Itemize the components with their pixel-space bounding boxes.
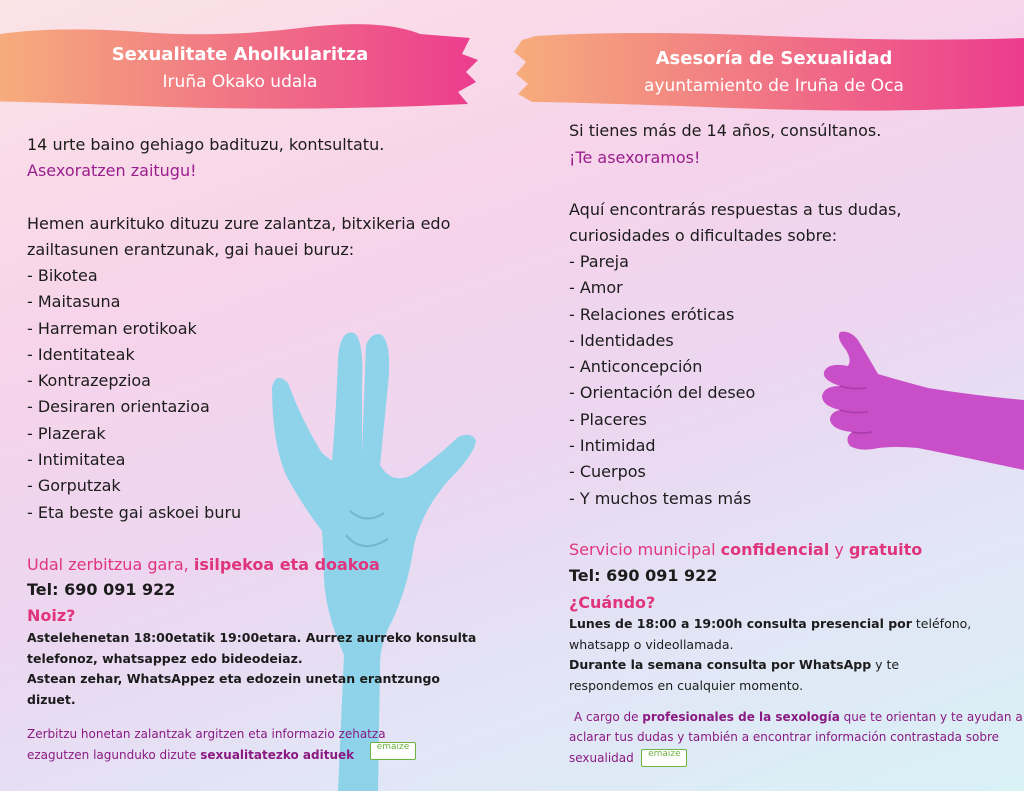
left-when-line: telefonoz, whatsappez edo bideodeiaz.	[27, 650, 303, 666]
list-item: - Harreman erotikoak	[27, 318, 197, 338]
right-intro-highlight: ¡Te asexoramos!	[569, 148, 701, 167]
left-when-line: Astean zehar, WhatsAppez eta edozein unetan erantzungo	[27, 671, 441, 686]
right-phone: Tel: 690 091 922	[569, 566, 718, 585]
list-item: - Intimidad	[569, 436, 656, 456]
left-banner-subtitle: Iruña Okako udala	[162, 72, 318, 92]
left-service-line	[27, 552, 380, 578]
right-footer-bold: profesionales de la sexología	[642, 710, 840, 724]
left-when-block	[27, 628, 476, 710]
right-service-text: y	[829, 540, 849, 559]
left-intro: 14 urte baino gehiago badituzu, kontsultatu.	[27, 135, 385, 154]
right-footer	[574, 707, 1023, 728]
list-item: - Gorputzak	[27, 476, 121, 496]
right-banner	[512, 22, 1024, 112]
logo-text: emaize	[376, 742, 410, 752]
right-footer-text: A cargo de	[574, 710, 643, 724]
list-item: - Identitateak	[27, 344, 135, 364]
right-when-title: ¿Cuándo?	[569, 593, 656, 612]
left-footer-text: ezagutzen lagunduko dizute	[27, 747, 201, 762]
list-item: - Eta beste gai askoei buru	[27, 502, 242, 522]
right-topic-list	[569, 249, 755, 512]
right-when-line: respondemos en cualquier momento.	[569, 677, 804, 693]
right-when-bold: Lunes de 18:00 a 19:00h consulta presencial por	[569, 616, 912, 631]
left-banner	[0, 20, 480, 110]
brush-stroke-left	[0, 20, 480, 110]
list-item: - Y muchos temas más	[569, 488, 752, 508]
right-intro: Si tienes más de 14 años, consúltanos.	[569, 121, 882, 140]
left-footer	[27, 724, 386, 765]
list-item: - Intimitatea	[27, 450, 126, 470]
emaize-logo	[370, 742, 416, 760]
left-topics-intro-2: zailtasunen erantzunak, gai hauei buruz:	[27, 240, 355, 259]
emaize-logo	[641, 749, 687, 767]
right-when-bold: Durante la semana consulta por WhatsApp	[569, 657, 872, 672]
list-item: - Pareja	[569, 252, 629, 271]
right-footer-cont	[569, 727, 999, 768]
list-item: - Desiraren orientazioa	[27, 397, 210, 417]
left-banner-title: Sexualitate Aholkularitza	[111, 44, 369, 65]
list-item: - Anticoncepción	[569, 357, 703, 377]
left-when-title: Noiz?	[27, 606, 76, 625]
left-when-line: dizuet.	[27, 691, 76, 707]
right-when-line: whatsapp o videollamada.	[569, 636, 734, 652]
right-topics-intro-2: curiosidades o dificultades sobre:	[569, 226, 838, 245]
right-service-bold: gratuito	[848, 540, 923, 559]
left-footer-bold: sexualitatezko adituek	[200, 747, 355, 762]
thumbs-up-illustration	[788, 330, 1024, 480]
left-service-text: Udal zerbitzua gara,	[27, 555, 194, 574]
left-service-bold: isilpekoa eta doakoa	[193, 555, 380, 574]
list-item: - Kontrazepzioa	[27, 371, 151, 391]
left-when-line: Astelehenetan 18:00etatik 19:00etara. Aurrez aurreko konsulta	[27, 630, 477, 645]
list-item: - Orientación del deseo	[569, 383, 756, 403]
left-topic-list	[27, 263, 241, 526]
right-topics-intro-1: Aquí encontrarás respuestas a tus dudas,	[569, 200, 902, 219]
list-item: - Plazerak	[27, 423, 106, 443]
right-service-line	[569, 537, 922, 563]
right-service-bold: confidencial	[720, 540, 830, 559]
right-when-block	[569, 614, 971, 696]
left-intro-highlight: Asexoratzen zaitugu!	[27, 161, 197, 180]
left-footer-line: Zerbitzu honetan zalantzak argitzen eta informazio zehatza	[27, 727, 386, 741]
list-item: - Placeres	[569, 409, 647, 429]
list-item: - Identidades	[569, 330, 674, 350]
left-topics-intro-1: Hemen aurkituko dituzu zure zalantza, bitxikeria edo	[27, 214, 451, 233]
list-item: - Maitasuna	[27, 292, 121, 312]
right-footer-line: aclarar tus dudas y también a encontrar información contrastada sobre	[569, 730, 1000, 744]
list-item: - Amor	[569, 278, 623, 298]
right-when-text: teléfono,	[911, 616, 972, 631]
list-item: - Relaciones eróticas	[569, 304, 735, 324]
right-banner-title: Asesoría de Sexualidad	[655, 48, 893, 69]
list-item: - Bikotea	[27, 266, 98, 285]
left-phone: Tel: 690 091 922	[27, 580, 176, 599]
right-footer-text: que te orientan y te ayudan a	[839, 710, 1023, 724]
right-service-text: Servicio municipal	[569, 540, 721, 559]
list-item: - Cuerpos	[569, 462, 646, 482]
right-when-text: y te	[871, 657, 900, 672]
right-footer-line: sexualidad	[569, 750, 634, 765]
right-banner-subtitle: ayuntamiento de Iruña de Oca	[644, 76, 904, 96]
right-column	[512, 0, 1024, 791]
logo-text: emaize	[648, 749, 681, 759]
